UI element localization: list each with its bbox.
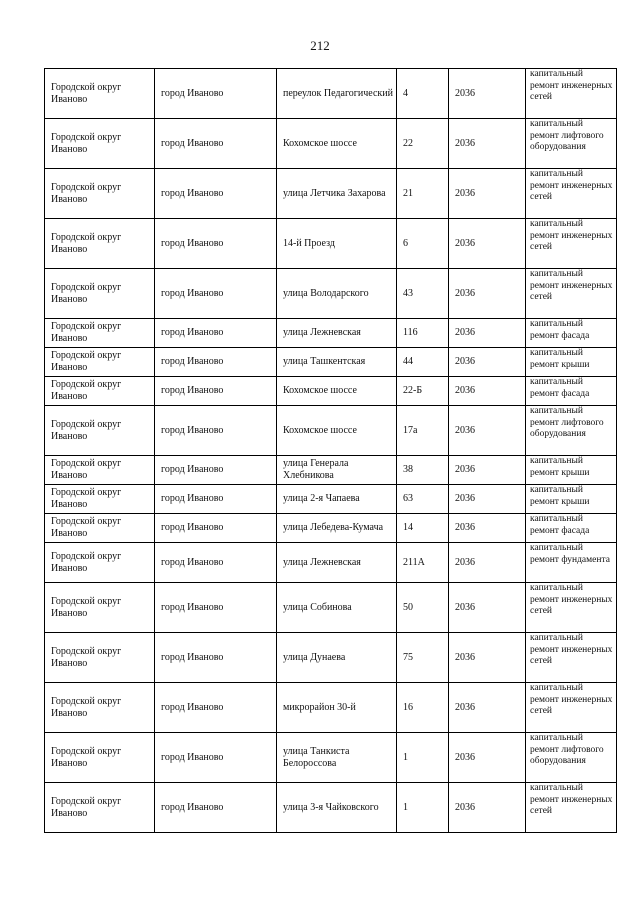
work-type-cell: капитальный ремонт инженерных сетей [526, 169, 617, 219]
district-cell: Городской округ Иваново [45, 319, 155, 348]
table-row [45, 377, 617, 406]
street-cell: Кохомское шоссе [277, 377, 397, 406]
locality-cell: город Иваново [155, 69, 277, 119]
district-cell: Городской округ Иваново [45, 406, 155, 456]
year-cell: 2036 [449, 169, 526, 219]
year-cell: 2036 [449, 583, 526, 633]
work-type-cell: капитальный ремонт инженерных сетей [526, 633, 617, 683]
locality-cell: город Иваново [155, 583, 277, 633]
year-cell: 2036 [449, 377, 526, 406]
year-cell: 2036 [449, 683, 526, 733]
table-row [45, 169, 617, 219]
page-number: 212 [310, 38, 330, 53]
district-cell: Городской округ Иваново [45, 377, 155, 406]
house-number-cell: 1 [397, 783, 449, 833]
locality-cell: город Иваново [155, 733, 277, 783]
house-number-cell: 6 [397, 219, 449, 269]
district-cell: Городской округ Иваново [45, 683, 155, 733]
street-cell: улица Танкиста Белороссова [277, 733, 397, 783]
locality-cell: город Иваново [155, 783, 277, 833]
locality-cell: город Иваново [155, 514, 277, 543]
table-row [45, 319, 617, 348]
house-number-cell: 38 [397, 456, 449, 485]
house-number-cell: 50 [397, 583, 449, 633]
district-cell: Городской округ Иваново [45, 269, 155, 319]
house-number-cell: 22-Б [397, 377, 449, 406]
district-cell: Городской округ Иваново [45, 219, 155, 269]
district-cell: Городской округ Иваново [45, 119, 155, 169]
street-cell: улица Лебедева-Кумача [277, 514, 397, 543]
work-type-cell: капитальный ремонт фасада [526, 319, 617, 348]
year-cell: 2036 [449, 319, 526, 348]
work-type-cell: капитальный ремонт крыши [526, 348, 617, 377]
work-type-cell: капитальный ремонт фундамента [526, 543, 617, 583]
street-cell: улица Летчика Захарова [277, 169, 397, 219]
year-cell: 2036 [449, 633, 526, 683]
district-cell: Городской округ Иваново [45, 456, 155, 485]
locality-cell: город Иваново [155, 219, 277, 269]
street-cell: переулок Педагогический [277, 69, 397, 119]
house-number-cell: 116 [397, 319, 449, 348]
table-body [45, 69, 617, 833]
year-cell: 2036 [449, 269, 526, 319]
table-row [45, 583, 617, 633]
work-type-cell: капитальный ремонт лифтового оборудования [526, 406, 617, 456]
year-cell: 2036 [449, 514, 526, 543]
street-cell: улица Володарского [277, 269, 397, 319]
work-type-cell: капитальный ремонт лифтового оборудования [526, 733, 617, 783]
year-cell: 2036 [449, 348, 526, 377]
year-cell: 2036 [449, 69, 526, 119]
locality-cell: город Иваново [155, 169, 277, 219]
locality-cell: город Иваново [155, 319, 277, 348]
street-cell: улица Лежневская [277, 543, 397, 583]
house-number-cell: 1 [397, 733, 449, 783]
street-cell: улица Ташкентская [277, 348, 397, 377]
locality-cell: город Иваново [155, 406, 277, 456]
work-type-cell: капитальный ремонт инженерных сетей [526, 269, 617, 319]
street-cell: улица 2-я Чапаева [277, 485, 397, 514]
locality-cell: город Иваново [155, 269, 277, 319]
table-row [45, 514, 617, 543]
year-cell: 2036 [449, 219, 526, 269]
district-cell: Городской округ Иваново [45, 485, 155, 514]
district-cell: Городской округ Иваново [45, 633, 155, 683]
locality-cell: город Иваново [155, 683, 277, 733]
district-cell: Городской округ Иваново [45, 733, 155, 783]
street-cell: улица Лежневская [277, 319, 397, 348]
table-row [45, 456, 617, 485]
street-cell: Кохомское шоссе [277, 406, 397, 456]
year-cell: 2036 [449, 406, 526, 456]
house-number-cell: 14 [397, 514, 449, 543]
locality-cell: город Иваново [155, 119, 277, 169]
street-cell: улица 3-я Чайковского [277, 783, 397, 833]
table-row [45, 406, 617, 456]
repair-schedule-table [44, 68, 617, 833]
house-number-cell: 4 [397, 69, 449, 119]
year-cell: 2036 [449, 456, 526, 485]
table-row [45, 119, 617, 169]
work-type-cell: капитальный ремонт крыши [526, 485, 617, 514]
locality-cell: город Иваново [155, 348, 277, 377]
district-cell: Городской округ Иваново [45, 169, 155, 219]
house-number-cell: 63 [397, 485, 449, 514]
work-type-cell: капитальный ремонт крыши [526, 456, 617, 485]
year-cell: 2036 [449, 733, 526, 783]
year-cell: 2036 [449, 783, 526, 833]
table-row [45, 783, 617, 833]
year-cell: 2036 [449, 485, 526, 514]
work-type-cell: капитальный ремонт фасада [526, 377, 617, 406]
street-cell: улица Дунаева [277, 633, 397, 683]
district-cell: Городской округ Иваново [45, 348, 155, 377]
house-number-cell: 211А [397, 543, 449, 583]
district-cell: Городской округ Иваново [45, 583, 155, 633]
locality-cell: город Иваново [155, 543, 277, 583]
locality-cell: город Иваново [155, 633, 277, 683]
house-number-cell: 22 [397, 119, 449, 169]
district-cell: Городской округ Иваново [45, 543, 155, 583]
work-type-cell: капитальный ремонт инженерных сетей [526, 683, 617, 733]
street-cell: микрорайон 30-й [277, 683, 397, 733]
street-cell: 14-й Проезд [277, 219, 397, 269]
locality-cell: город Иваново [155, 377, 277, 406]
table-row [45, 683, 617, 733]
district-cell: Городской округ Иваново [45, 514, 155, 543]
work-type-cell: капитальный ремонт лифтового оборудования [526, 119, 617, 169]
house-number-cell: 75 [397, 633, 449, 683]
locality-cell: город Иваново [155, 485, 277, 514]
table-row [45, 219, 617, 269]
table-row [45, 543, 617, 583]
street-cell: Кохомское шоссе [277, 119, 397, 169]
work-type-cell: капитальный ремонт инженерных сетей [526, 583, 617, 633]
work-type-cell: капитальный ремонт фасада [526, 514, 617, 543]
work-type-cell: капитальный ремонт инженерных сетей [526, 219, 617, 269]
house-number-cell: 43 [397, 269, 449, 319]
table-row [45, 348, 617, 377]
district-cell: Городской округ Иваново [45, 69, 155, 119]
house-number-cell: 16 [397, 683, 449, 733]
table-row [45, 633, 617, 683]
street-cell: улица Собинова [277, 583, 397, 633]
year-cell: 2036 [449, 543, 526, 583]
table-row [45, 733, 617, 783]
work-type-cell: капитальный ремонт инженерных сетей [526, 69, 617, 119]
house-number-cell: 21 [397, 169, 449, 219]
table-row [45, 69, 617, 119]
locality-cell: город Иваново [155, 456, 277, 485]
district-cell: Городской округ Иваново [45, 783, 155, 833]
house-number-cell: 44 [397, 348, 449, 377]
house-number-cell: 17а [397, 406, 449, 456]
work-type-cell: капитальный ремонт инженерных сетей [526, 783, 617, 833]
street-cell: улица Генерала Хлебникова [277, 456, 397, 485]
table-row [45, 485, 617, 514]
table-row [45, 269, 617, 319]
year-cell: 2036 [449, 119, 526, 169]
